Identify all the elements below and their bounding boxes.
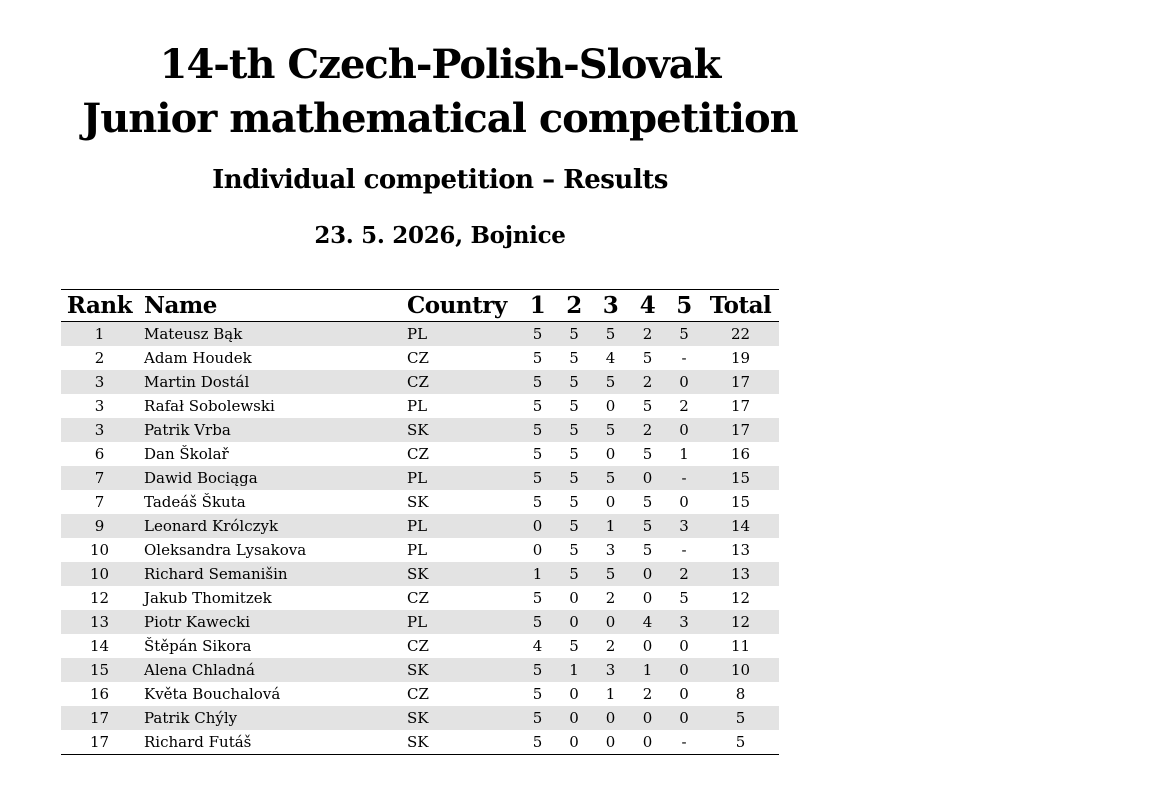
table-row xyxy=(61,586,779,610)
cell-problem-1: 5 xyxy=(519,370,556,394)
cell-rank: 1 xyxy=(61,322,138,347)
cell-problem-1: 5 xyxy=(532,733,543,751)
cell-country: SK xyxy=(407,733,429,751)
table-row xyxy=(61,394,779,418)
cell-problem-3: 5 xyxy=(592,418,629,442)
cell-problem-3: 0 xyxy=(605,493,616,511)
cell-problem-3: 3 xyxy=(605,541,616,559)
cell-country: CZ xyxy=(407,685,429,703)
cell-problem-1: 5 xyxy=(532,685,543,703)
cell-problem-2: 0 xyxy=(556,610,592,634)
results-table xyxy=(61,289,779,755)
cell-problem-1: 5 xyxy=(532,349,543,367)
cell-problem-1: 5 xyxy=(532,589,543,607)
table-row xyxy=(61,682,779,706)
cell-problem-4: 0 xyxy=(642,589,653,607)
cell-problem-4: 0 xyxy=(629,466,666,490)
cell-problem-5: 0 xyxy=(679,493,689,511)
cell-problem-4: 0 xyxy=(629,706,666,730)
cell-problem-3: 5 xyxy=(592,370,629,394)
cell-problem-3: 2 xyxy=(605,637,616,655)
cell-name: Leonard Królczyk xyxy=(138,514,406,538)
cell-total: 17 xyxy=(730,397,751,415)
cell-name: Richard Futáš xyxy=(144,733,252,751)
cell-name: Štěpán Sikora xyxy=(144,637,252,655)
cell-problem-3: 5 xyxy=(592,562,629,586)
date-and-place: 23. 5. 2026, Bojnice xyxy=(314,222,566,249)
cell-problem-4: 4 xyxy=(629,610,666,634)
cell-problem-4: 1 xyxy=(629,658,666,682)
cell-problem-1: 5 xyxy=(519,466,556,490)
cell-total: 5 xyxy=(735,733,746,751)
cell-total: 13 xyxy=(730,541,751,559)
cell-problem-2: 0 xyxy=(569,685,579,703)
table-row xyxy=(61,466,779,490)
cell-problem-2: 1 xyxy=(556,658,592,682)
cell-country: SK xyxy=(406,658,519,682)
cell-country: CZ xyxy=(406,370,519,394)
cell-rank: 3 xyxy=(61,418,138,442)
cell-country: CZ xyxy=(407,445,429,463)
cell-rank: 13 xyxy=(61,610,138,634)
cell-rank: 3 xyxy=(94,397,105,415)
table-row xyxy=(61,346,779,370)
cell-problem-4: 5 xyxy=(642,397,653,415)
cell-problem-2: 0 xyxy=(569,589,579,607)
cell-problem-2: 0 xyxy=(556,706,592,730)
cell-problem-4: 5 xyxy=(642,349,653,367)
cell-problem-5: 0 xyxy=(679,685,689,703)
cell-rank: 9 xyxy=(61,514,138,538)
table-row xyxy=(61,610,779,634)
cell-name: Tadeáš Škuta xyxy=(144,493,246,511)
table-row xyxy=(61,706,779,730)
cell-problem-1: 5 xyxy=(519,610,556,634)
cell-problem-4: 2 xyxy=(642,685,653,703)
cell-total: 22 xyxy=(702,322,779,347)
cell-rank: 14 xyxy=(89,637,110,655)
cell-problem-5: - xyxy=(666,466,702,490)
cell-rank: 10 xyxy=(61,562,138,586)
cell-country: PL xyxy=(406,514,519,538)
cell-problem-2: 5 xyxy=(556,466,592,490)
cell-problem-5: - xyxy=(681,733,687,751)
cell-problem-1: 5 xyxy=(519,706,556,730)
cell-problem-4: 5 xyxy=(629,514,666,538)
cell-problem-5: 3 xyxy=(666,514,702,538)
table-row xyxy=(61,538,779,562)
table-row xyxy=(61,658,779,682)
cell-problem-5: 2 xyxy=(666,562,702,586)
cell-problem-1: 0 xyxy=(519,514,556,538)
cell-problem-5: 0 xyxy=(666,706,702,730)
table-row xyxy=(61,418,779,442)
cell-problem-2: 5 xyxy=(569,349,579,367)
table-row xyxy=(61,634,779,658)
header-problem-3: 3 xyxy=(592,290,629,322)
cell-name: Martin Dostál xyxy=(138,370,406,394)
cell-problem-1: 0 xyxy=(532,541,543,559)
cell-total: 12 xyxy=(730,589,751,607)
cell-problem-1: 1 xyxy=(519,562,556,586)
cell-problem-2: 5 xyxy=(556,322,592,347)
header-problem-4: 4 xyxy=(629,290,666,322)
cell-problem-3: 2 xyxy=(605,589,616,607)
header-row xyxy=(61,290,779,322)
cell-rank: 16 xyxy=(89,685,110,703)
cell-problem-2: 5 xyxy=(556,370,592,394)
cell-country: PL xyxy=(406,466,519,490)
cell-problem-3: 1 xyxy=(605,685,616,703)
cell-problem-5: 5 xyxy=(679,589,689,607)
cell-problem-4: 2 xyxy=(629,370,666,394)
cell-country: CZ xyxy=(407,637,429,655)
cell-problem-3: 5 xyxy=(592,466,629,490)
cell-problem-2: 5 xyxy=(556,562,592,586)
cell-problem-5: 2 xyxy=(679,397,689,415)
cell-problem-2: 5 xyxy=(569,637,579,655)
table-row xyxy=(61,322,779,347)
cell-problem-5: 1 xyxy=(679,445,689,463)
cell-problem-1: 5 xyxy=(519,322,556,347)
cell-name: Květa Bouchalová xyxy=(144,685,281,703)
cell-country: SK xyxy=(406,562,519,586)
cell-total: 15 xyxy=(702,466,779,490)
cell-problem-3: 5 xyxy=(592,322,629,347)
cell-rank: 17 xyxy=(89,733,110,751)
cell-total: 11 xyxy=(730,637,751,655)
cell-problem-5: 5 xyxy=(666,322,702,347)
header-country: Country xyxy=(406,290,519,322)
header-name: Name xyxy=(138,290,406,322)
cell-problem-4: 2 xyxy=(629,418,666,442)
cell-name: Rafał Sobolewski xyxy=(144,397,275,415)
cell-rank: 17 xyxy=(61,706,138,730)
cell-total: 14 xyxy=(702,514,779,538)
cell-problem-5: 3 xyxy=(666,610,702,634)
cell-problem-5: 0 xyxy=(666,418,702,442)
cell-total: 17 xyxy=(702,370,779,394)
cell-problem-3: 0 xyxy=(605,733,616,751)
table-row xyxy=(61,370,779,394)
cell-total: 19 xyxy=(730,349,751,367)
cell-rank: 7 xyxy=(61,466,138,490)
cell-total: 8 xyxy=(735,685,746,703)
cell-rank: 10 xyxy=(89,541,110,559)
table-row xyxy=(61,514,779,538)
header-total: Total xyxy=(702,290,779,322)
cell-rank: 15 xyxy=(61,658,138,682)
cell-problem-3: 0 xyxy=(605,445,616,463)
cell-rank: 7 xyxy=(94,493,105,511)
cell-problem-5: - xyxy=(681,541,687,559)
cell-problem-5: 0 xyxy=(666,370,702,394)
title-line-1: 14-th Czech-Polish-Slovak xyxy=(159,41,721,88)
cell-country: PL xyxy=(407,397,428,415)
cell-problem-5: 0 xyxy=(666,658,702,682)
cell-country: PL xyxy=(407,541,428,559)
cell-problem-3: 0 xyxy=(592,610,629,634)
cell-total: 15 xyxy=(730,493,751,511)
cell-problem-2: 5 xyxy=(569,493,579,511)
cell-problem-4: 5 xyxy=(642,541,653,559)
cell-name: Oleksandra Lysakova xyxy=(144,541,307,559)
cell-rank: 6 xyxy=(94,445,105,463)
document-subtitle: Individual competition – Results xyxy=(212,165,668,195)
cell-name: Alena Chladná xyxy=(138,658,406,682)
cell-problem-2: 5 xyxy=(569,397,579,415)
cell-name: Dawid Bociąga xyxy=(138,466,406,490)
cell-problem-3: 4 xyxy=(605,349,616,367)
cell-name: Dan Školař xyxy=(144,445,229,463)
cell-problem-4: 0 xyxy=(629,562,666,586)
cell-total: 5 xyxy=(702,706,779,730)
cell-country: SK xyxy=(406,706,519,730)
cell-name: Mateusz Bąk xyxy=(138,322,406,347)
cell-country: PL xyxy=(406,610,519,634)
cell-rank: 2 xyxy=(94,349,105,367)
cell-problem-3: 1 xyxy=(592,514,629,538)
cell-total: 13 xyxy=(702,562,779,586)
cell-name: Piotr Kawecki xyxy=(138,610,406,634)
cell-problem-4: 0 xyxy=(642,733,653,751)
cell-rank: 3 xyxy=(61,370,138,394)
cell-problem-1: 5 xyxy=(532,397,543,415)
cell-country: CZ xyxy=(407,589,429,607)
cell-name: Adam Houdek xyxy=(144,349,252,367)
cell-problem-4: 5 xyxy=(642,445,653,463)
cell-problem-1: 5 xyxy=(519,418,556,442)
cell-problem-3: 0 xyxy=(605,397,616,415)
cell-country: CZ xyxy=(407,349,429,367)
cell-problem-2: 5 xyxy=(556,514,592,538)
cell-name: Patrik Vrba xyxy=(138,418,406,442)
cell-problem-4: 0 xyxy=(642,637,653,655)
cell-problem-2: 5 xyxy=(556,418,592,442)
header-problem-5: 5 xyxy=(666,290,702,322)
cell-problem-4: 5 xyxy=(642,493,653,511)
cell-problem-1: 4 xyxy=(532,637,543,655)
cell-total: 10 xyxy=(702,658,779,682)
cell-problem-4: 2 xyxy=(629,322,666,347)
header-rank: Rank xyxy=(61,290,138,322)
cell-country: PL xyxy=(406,322,519,347)
results-table-header xyxy=(61,290,779,322)
title-line-2: Junior mathematical competition xyxy=(82,95,798,142)
cell-problem-2: 5 xyxy=(569,541,579,559)
cell-problem-1: 5 xyxy=(532,493,543,511)
cell-rank: 12 xyxy=(89,589,110,607)
table-row xyxy=(61,730,779,755)
cell-problem-1: 5 xyxy=(532,445,543,463)
cell-name: Richard Semanišin xyxy=(138,562,406,586)
table-row xyxy=(61,562,779,586)
cell-total: 17 xyxy=(702,418,779,442)
cell-name: Patrik Chýly xyxy=(138,706,406,730)
table-row xyxy=(61,490,779,514)
cell-country: SK xyxy=(406,418,519,442)
table-row xyxy=(61,442,779,466)
cell-total: 16 xyxy=(730,445,751,463)
document-title xyxy=(60,38,820,146)
cell-problem-5: 0 xyxy=(679,637,689,655)
cell-problem-3: 0 xyxy=(592,706,629,730)
header-problem-2: 2 xyxy=(556,290,592,322)
cell-problem-1: 5 xyxy=(519,658,556,682)
cell-total: 12 xyxy=(702,610,779,634)
cell-problem-5: - xyxy=(681,349,687,367)
cell-problem-2: 5 xyxy=(569,445,579,463)
cell-problem-2: 0 xyxy=(569,733,579,751)
header-problem-1: 1 xyxy=(519,290,556,322)
cell-problem-3: 3 xyxy=(592,658,629,682)
results-table-body xyxy=(61,322,779,755)
cell-name: Jakub Thomitzek xyxy=(144,589,272,607)
cell-country: SK xyxy=(407,493,429,511)
